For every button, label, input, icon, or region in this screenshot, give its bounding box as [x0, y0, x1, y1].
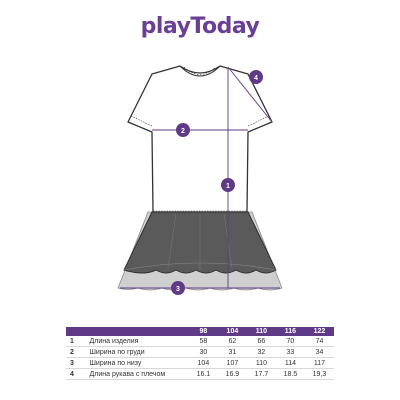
size-header-row	[66, 327, 334, 336]
row-label: Ширина по низу	[82, 358, 189, 369]
row-value: 107	[218, 358, 247, 369]
row-label: Ширина по груди	[82, 347, 189, 358]
row-value: 19,3	[305, 369, 334, 380]
row-value: 16.1	[189, 369, 218, 380]
brand-logo: playToday	[140, 14, 260, 39]
size-104: 104	[218, 327, 247, 336]
row-number: 4	[66, 369, 82, 380]
row-value: 104	[189, 358, 218, 369]
table-row	[66, 369, 334, 380]
row-value: 16.9	[218, 369, 247, 380]
dress-bodice	[128, 66, 272, 212]
marker-2-label: 2	[181, 128, 185, 135]
row-number: 2	[66, 347, 82, 358]
header-label	[82, 327, 189, 336]
size-98: 98	[189, 327, 218, 336]
table-row	[66, 347, 334, 358]
size-table	[66, 327, 334, 380]
row-value: 33	[276, 347, 305, 358]
row-value: 66	[247, 336, 276, 347]
row-label: Длина изделия	[82, 336, 189, 347]
table-row	[66, 336, 334, 347]
row-value: 70	[276, 336, 305, 347]
row-value: 34	[305, 347, 334, 358]
marker-1-label: 1	[226, 183, 230, 190]
row-value: 17.7	[247, 369, 276, 380]
size-116: 116	[276, 327, 305, 336]
table-row	[66, 358, 334, 369]
marker-4-label: 4	[254, 75, 258, 82]
row-number: 3	[66, 358, 82, 369]
row-value: 18.5	[276, 369, 305, 380]
size-122: 122	[305, 327, 334, 336]
size-110: 110	[247, 327, 276, 336]
row-value: 32	[247, 347, 276, 358]
header-number	[66, 327, 82, 336]
row-value: 117	[305, 358, 334, 369]
row-value: 30	[189, 347, 218, 358]
row-label: Длина рукава с плечом	[82, 369, 189, 380]
row-value: 114	[276, 358, 305, 369]
row-value: 74	[305, 336, 334, 347]
marker-3-label: 3	[176, 286, 180, 293]
row-number: 1	[66, 336, 82, 347]
row-value: 62	[218, 336, 247, 347]
row-value: 110	[247, 358, 276, 369]
row-value: 31	[218, 347, 247, 358]
row-value: 58	[189, 336, 218, 347]
